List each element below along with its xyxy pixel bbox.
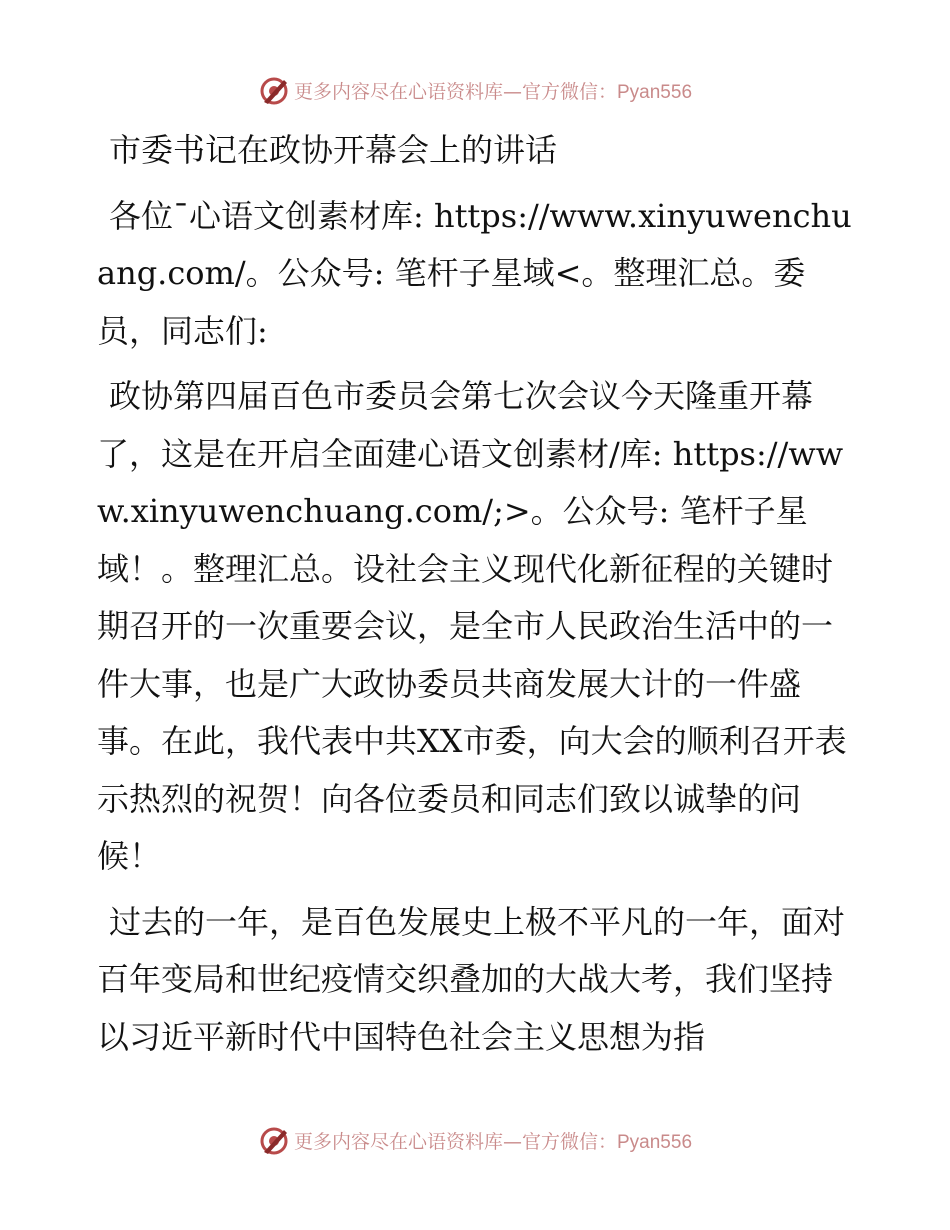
- quill-logo-icon: [258, 74, 290, 106]
- paragraph: 各位¯心语文创素材库: https://www.xinyuwenchuang.com/。公众号: 笔杆子星域<。整理汇总。委员，同志们:: [97, 196, 852, 350]
- quill-logo-icon: [258, 1124, 290, 1156]
- banner-text: [294, 77, 692, 104]
- document-title: 市委书记在政协开幕会上的讲话: [109, 131, 558, 169]
- banner-wechat-id: Pyan556: [617, 81, 693, 103]
- paragraph: 过去的一年，是百色发展史上极不平凡的一年，面对百年变局和世纪疫情交织叠加的大战大考，我们坚持以习近平新时代中国特色社会主义思想为指: [97, 902, 846, 1056]
- paragraph: 政协第四届百色市委员会第七次会议今天隆重开幕了，这是在开启全面建心语文创素材/库: https://www.xinyuwenchuang.com/;>。公众号: 笔杆子星域！。整理汇总。设社会主义现代化新征程的关键时期召开的一次重要会议，是全市人民政治生活中的一件大事，也是广大政协委员共商发展大计的一件盛事。在此，我代表中共XX市委，向大会的顺利召开表示热烈的祝贺！向各位委员和同志们致以诚挚的问候！: [97, 377, 847, 875]
- banner-wechat-id: Pyan556: [617, 1131, 693, 1153]
- banner-text: [294, 1127, 692, 1154]
- banner-label: 更多内容尽在心语资料库—官方微信：: [293, 80, 617, 103]
- banner-label: 更多内容尽在心语资料库—官方微信：: [293, 1130, 617, 1153]
- header-banner: [0, 70, 950, 110]
- document-body: [97, 122, 857, 1074]
- footer-banner: [0, 1120, 950, 1160]
